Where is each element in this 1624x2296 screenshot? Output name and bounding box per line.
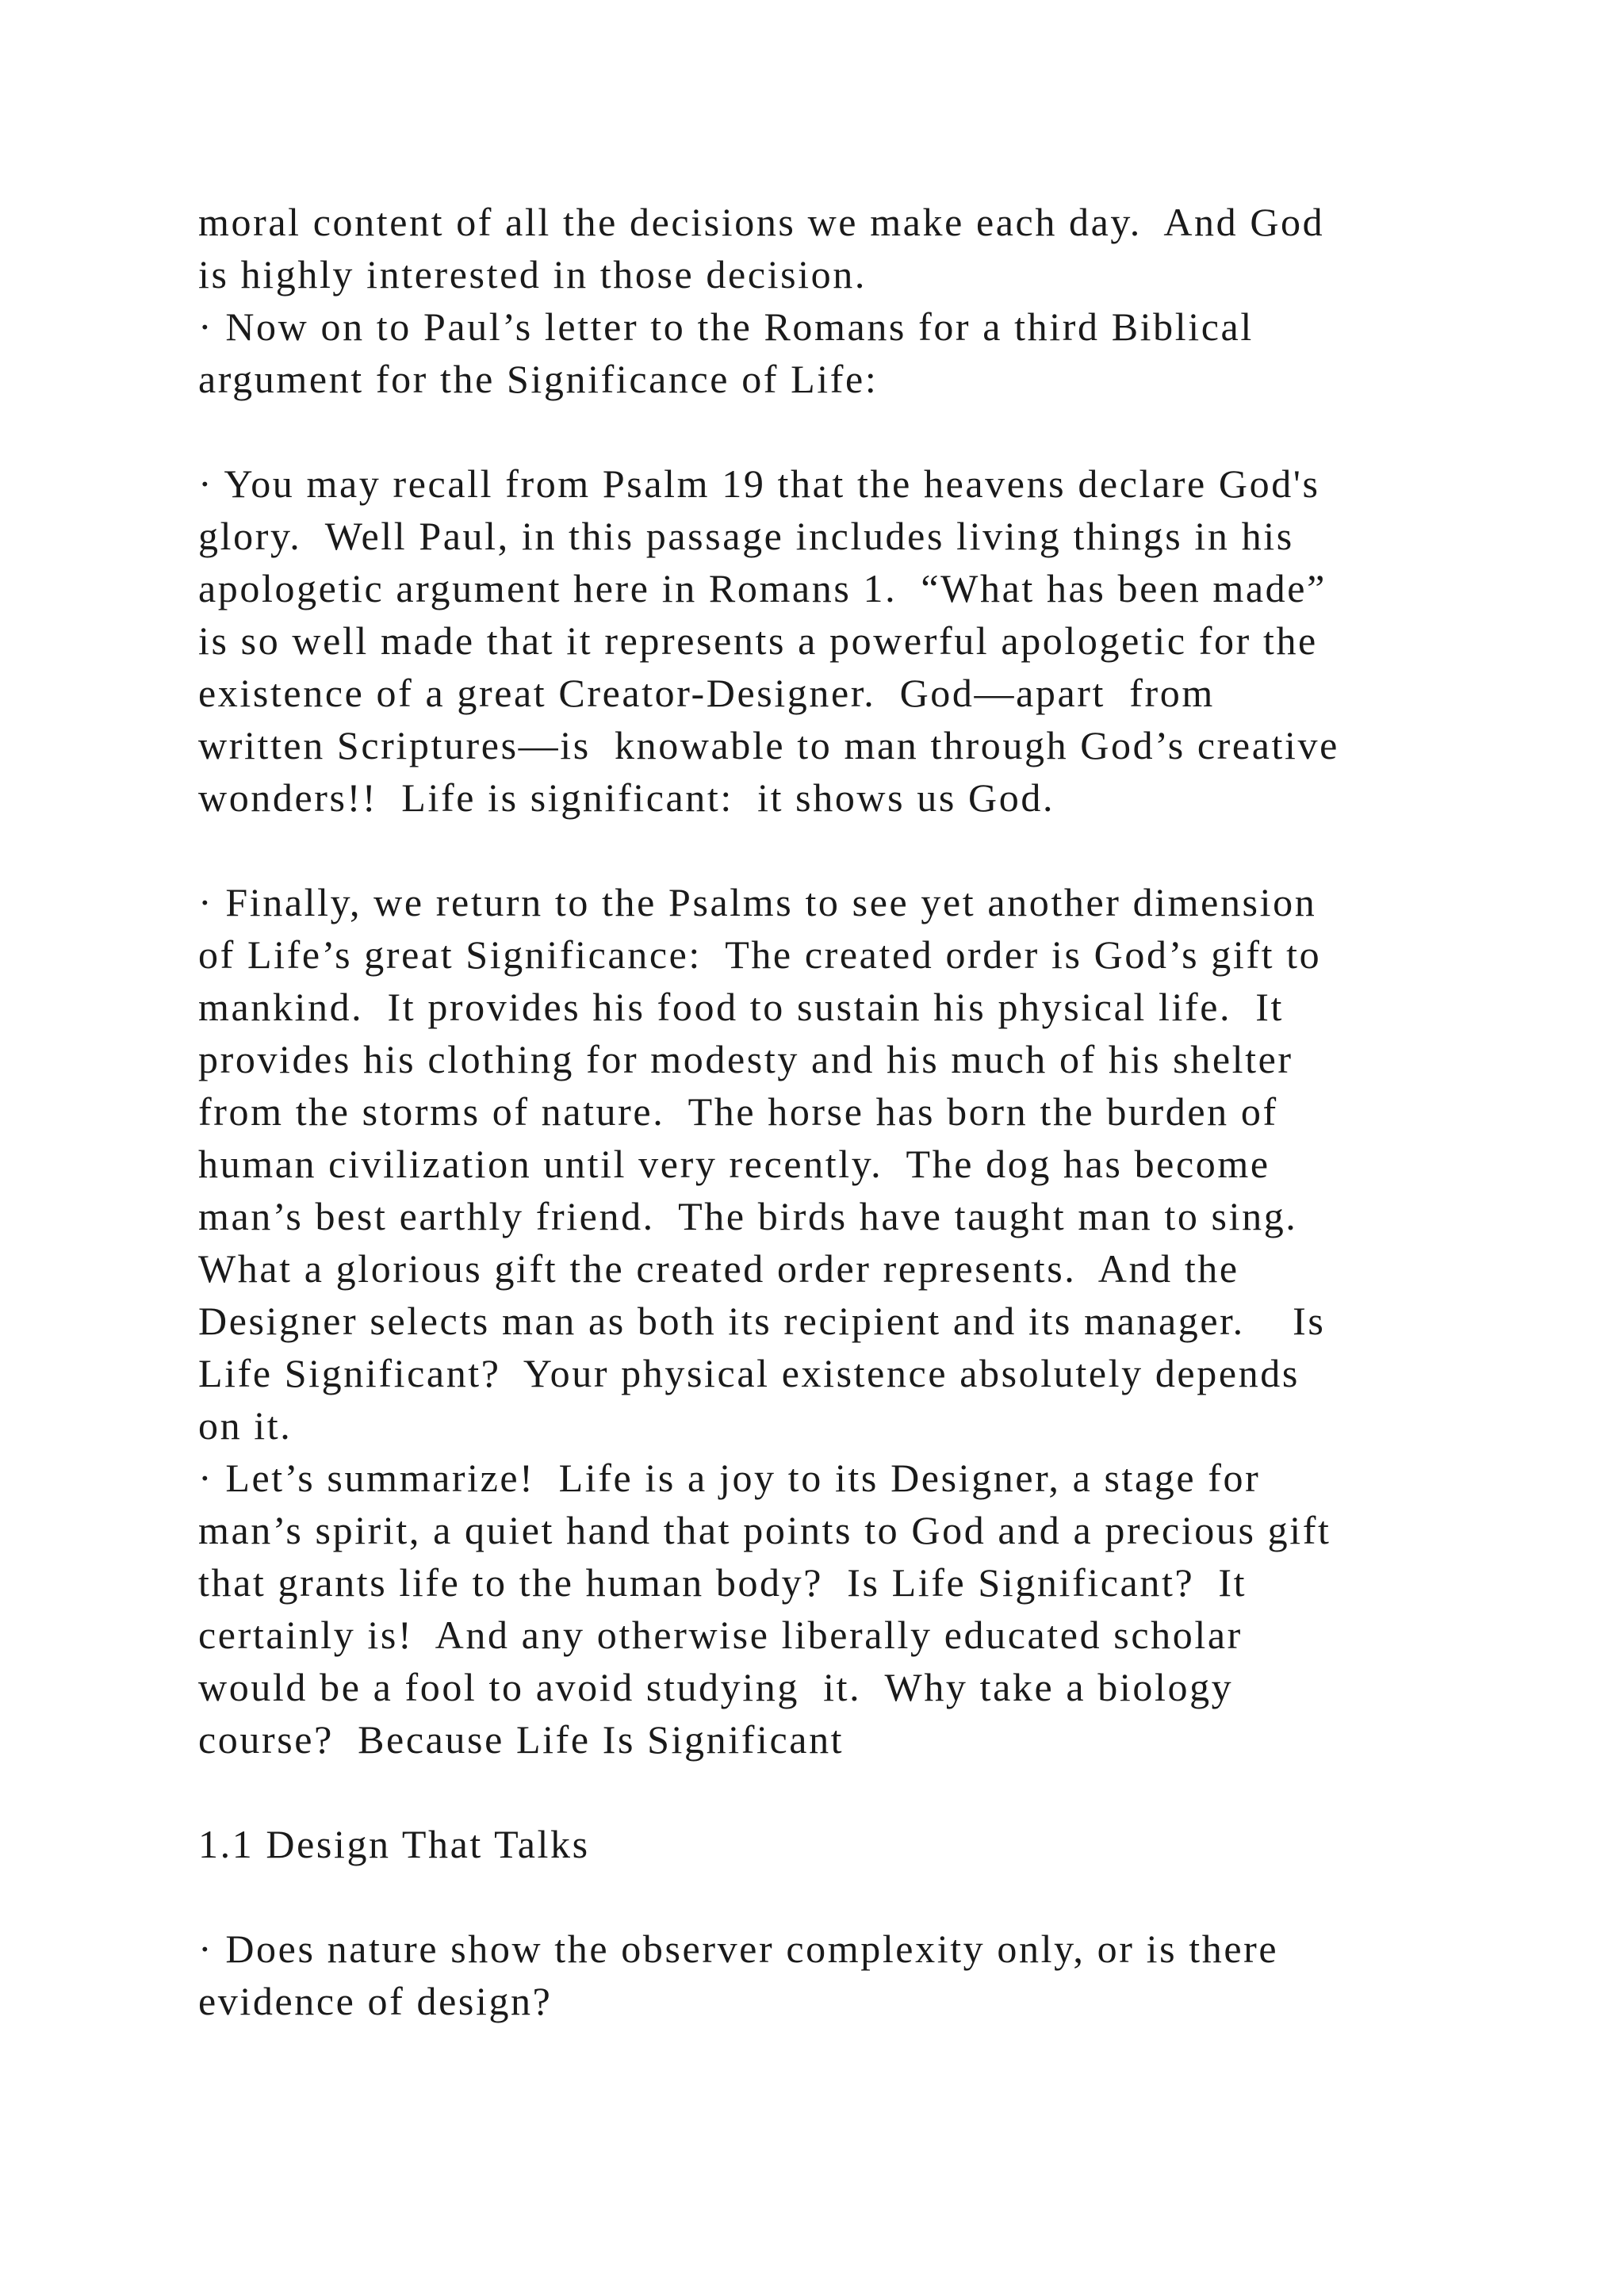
text-line: apologetic argument here in Romans 1. “What has been made” <box>198 566 1327 610</box>
blank-line <box>198 1870 1562 1923</box>
text-line: certainly is! And any otherwise liberally educated scholar <box>198 1613 1243 1657</box>
text-line: would be a fool to avoid studying it. Why take a biology <box>198 1665 1234 1709</box>
text-line: provides his clothing for modesty and his much of his shelter <box>198 1037 1293 1081</box>
text-line: What a glorious gift the created order represents. And the <box>198 1246 1239 1291</box>
text-line: moral content of all the decisions we make each day. And God <box>198 200 1325 244</box>
text-line: · You may recall from Psalm 19 that the heavens declare God's <box>198 461 1320 506</box>
blank-line <box>198 405 1562 457</box>
text-line: is highly interested in those decision. <box>198 252 867 297</box>
text-line: wonders!! Life is significant: it shows us God. <box>198 775 1055 820</box>
text-line: is so well made that it represents a powerful apologetic for the <box>198 618 1318 663</box>
text-line: on it. <box>198 1403 293 1448</box>
blank-line <box>198 1766 1562 1818</box>
text-line: · Does nature show the observer complexity only, or is there <box>198 1927 1279 1971</box>
text-line: course? Because Life Is Significant <box>198 1717 845 1762</box>
text-line: existence of a great Creator-Designer. God—apart from <box>198 671 1215 715</box>
section-heading: 1.1 Design That Talks <box>198 1822 590 1866</box>
text-line: of Life’s great Significance: The created order is God’s gift to <box>198 932 1322 977</box>
document-body <box>198 196 1562 2027</box>
text-line: glory. Well Paul, in this passage includes living things in his <box>198 514 1294 558</box>
text-line: man’s best earthly friend. The birds have taught man to sing. <box>198 1194 1298 1238</box>
text-line: that grants life to the human body? Is Life Significant? It <box>198 1560 1247 1605</box>
text-line: Life Significant? Your physical existence absolutely depends <box>198 1351 1300 1395</box>
text-line: evidence of design? <box>198 1979 553 2023</box>
text-line: · Let’s summarize! Life is a joy to its Designer, a stage for <box>198 1456 1261 1500</box>
text-line: man’s spirit, a quiet hand that points to God and a precious gift <box>198 1508 1331 1552</box>
text-line: mankind. It provides his food to sustain his physical life. It <box>198 985 1285 1029</box>
text-line: from the storms of nature. The horse has born the burden of <box>198 1089 1278 1134</box>
text-line: Designer selects man as both its recipient and its manager. Is <box>198 1299 1326 1343</box>
text-line: · Now on to Paul’s letter to the Romans for a third Biblical <box>198 304 1254 349</box>
text-line: human civilization until very recently. The dog has become <box>198 1142 1270 1186</box>
text-line: written Scriptures—is knowable to man through God’s creative <box>198 723 1339 767</box>
text-line: · Finally, we return to the Psalms to see yet another dimension <box>198 880 1317 924</box>
text-line: argument for the Significance of Life: <box>198 357 879 401</box>
blank-line <box>198 824 1562 876</box>
